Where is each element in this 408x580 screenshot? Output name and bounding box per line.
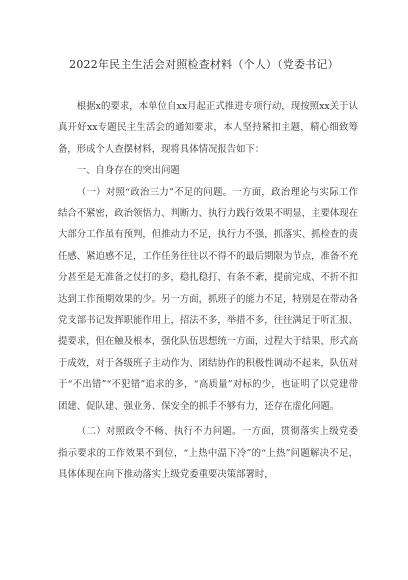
paragraph-political-capacity: （一）对照“政治三力”不足的问题。一方面，政治理论与实际工作结合不紧密，政治领悟力、判断力、执行力践行效果不明显，主要体现在大部分工作虽有预判，但推动力不足，执行力不强，抓落实、抓检查的责任感、紧迫感不足，工作任务往往以不得不的最后期限为节点，准备不充分甚至是无准备之仗打的多，稳扎稳打、有条不紊，提前完成、不折不扣达到工作预期效果的少。另一方面，抓班子的能力不足，特别是在带动各党支部书记发挥职能作用上，招法不多，举措不多，往往满足于听汇报、提要求，但在触及根本，强化队伍思想统一方面，过程大于结果、形式高于成效，对于各级班子主动作为、团结协作的积极性调动不起来，队伍对于“不出错”“不犯错”追求的多，“高质量”对标的少，也证明了以党建带团建、促队建、强业务、保安全的抓手不够有力，还存在虚化问题。 bbox=[58, 186, 359, 412]
section-heading: 一、自身存在的突出问题 bbox=[76, 165, 180, 177]
paragraph-policy-execution: （二）对照政令不畅、执行不力问题。一方面，贯彻落实上级党委指示要求的工作效果不到位，“上热中温下冷”的“上热”问题解决不足，具体体现在向下推动落实上级党委重要决策部署时， bbox=[58, 426, 358, 480]
intro-paragraph: 根据x的要求，本单位自xx月起正式推进专项行动，现按照xx关于认真开好xx专题民主生活会的通知要求，本人坚持紧扣主题，精心细致筹备，形成个人查摆材料，现将具体情况报告如下： bbox=[58, 101, 358, 155]
document-title: 2022年民主生活会对照检查材料（个人）（党委书记） bbox=[69, 58, 339, 71]
document-body bbox=[58, 96, 358, 485]
